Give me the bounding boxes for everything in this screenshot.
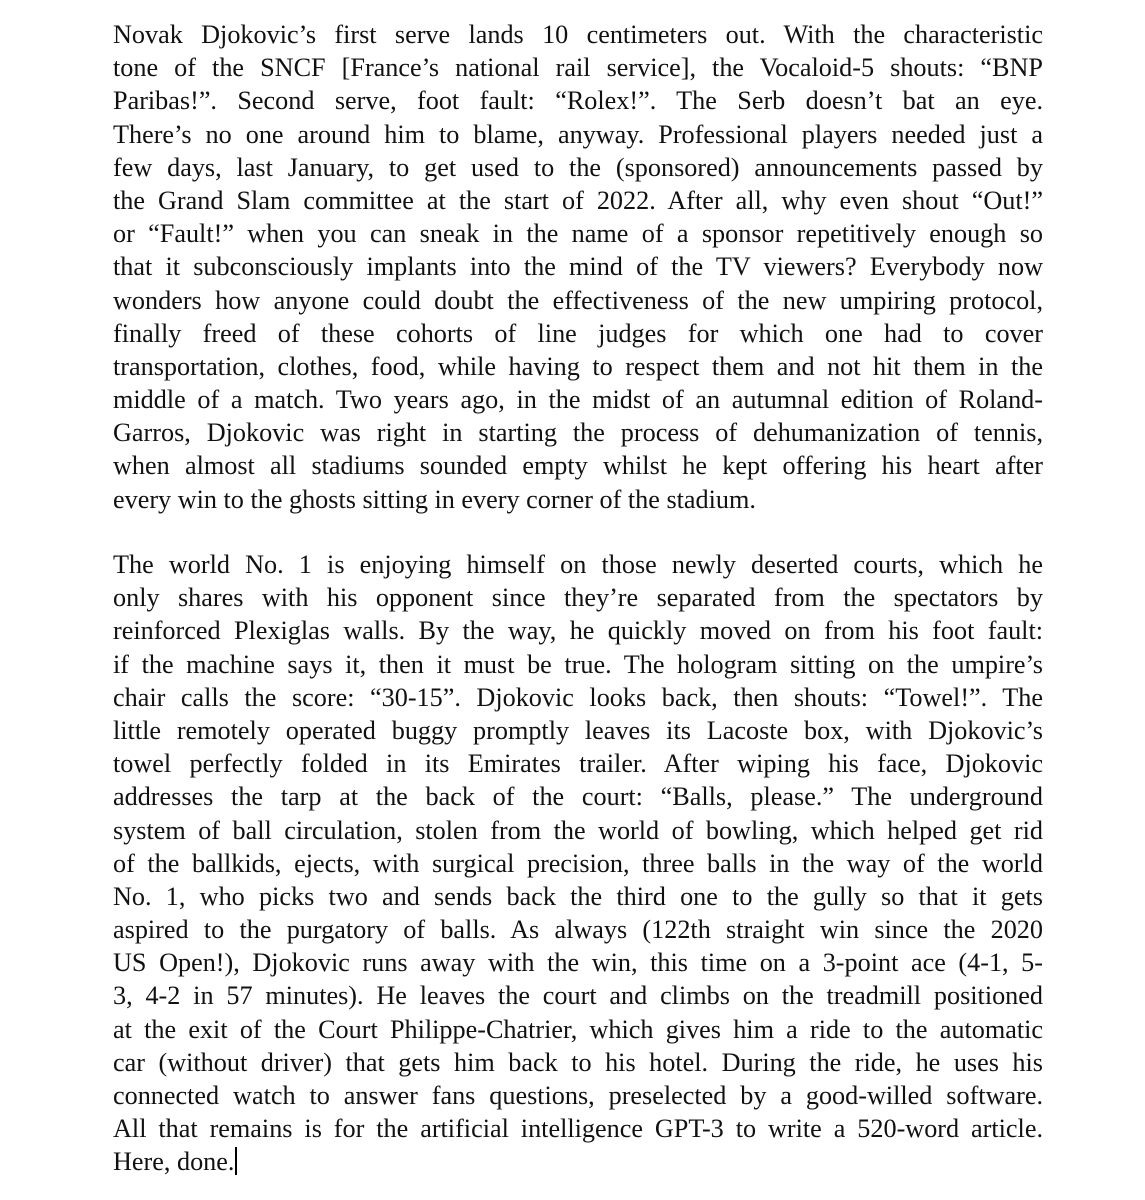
text-line: No. 1, who picks two and sends back the third one to the gully so that it gets bbox=[113, 881, 1043, 911]
text-line: car (without driver) that gets him back to his hotel. During the ride, he uses his bbox=[113, 1047, 1043, 1077]
final-text: Here, done. bbox=[113, 1147, 235, 1177]
text-line: or “Fault!” when you can sneak in the name of a sponsor repetitively enough so bbox=[113, 219, 1043, 249]
text-line: chair calls the score: “30-15”. Djokovic looks back, then shouts: “Towel!”. The bbox=[113, 682, 1043, 712]
text-line: wonders how anyone could doubt the effectiveness of the new umpiring protocol, bbox=[113, 285, 1043, 315]
text-line: middle of a match. Two years ago, in the midst of an autumnal edition of Roland- bbox=[113, 385, 1043, 415]
text-line: of the ballkids, ejects, with surgical precision, three balls in the way of the world bbox=[113, 848, 1043, 878]
text-line: little remotely operated buggy promptly leaves its Lacoste box, with Djokovic’s bbox=[113, 715, 1043, 745]
text-line: All that remains is for the artificial intelligence GPT-3 to write a 520-word article. bbox=[113, 1114, 1043, 1144]
text-line: towel perfectly folded in its Emirates trailer. After wiping his face, Djokovic bbox=[113, 749, 1043, 779]
paragraph-2 bbox=[113, 548, 1043, 1179]
text-line: reinforced Plexiglas walls. By the way, he quickly moved on from his foot fault: bbox=[113, 616, 1043, 646]
text-cursor bbox=[235, 1147, 237, 1175]
text-line: aspired to the purgatory of balls. As always (122th straight win since the 2020 bbox=[113, 915, 1043, 945]
text-line: transportation, clothes, food, while having to respect them and not hit them in the bbox=[113, 351, 1043, 381]
text-line: few days, last January, to get used to the (sponsored) announcements passed by bbox=[113, 152, 1043, 182]
text-line: addresses the tarp at the back of the court: “Balls, please.” The underground bbox=[113, 782, 1043, 812]
text-line-final[interactable] bbox=[113, 1145, 1043, 1178]
text-line: There’s no one around him to blame, anyway. Professional players needed just a bbox=[113, 119, 1043, 149]
text-line: The world No. 1 is enjoying himself on those newly deserted courts, which he bbox=[113, 550, 1043, 579]
text-line: Paribas!”. Second serve, foot fault: “Rolex!”. The Serb doesn’t bat an eye. bbox=[113, 86, 1043, 116]
text-line: Novak Djokovic’s first serve lands 10 centimeters out. With the characteristic bbox=[113, 20, 1043, 49]
text-line: the Grand Slam committee at the start of 2022. After all, why even shout “Out!” bbox=[113, 185, 1043, 215]
text-line: at the exit of the Court Philippe-Chatrier, which gives him a ride to the automatic bbox=[113, 1014, 1043, 1044]
text-line: US Open!), Djokovic runs away with the win, this time on a 3-point ace (4-1, 5- bbox=[113, 948, 1043, 978]
text-line: system of ball circulation, stolen from the world of bowling, which helped get rid bbox=[113, 815, 1043, 845]
text-line: every win to the ghosts sitting in every corner of the stadium. bbox=[113, 484, 756, 514]
text-line: 3, 4-2 in 57 minutes). He leaves the court and climbs on the treadmill positioned bbox=[113, 981, 1043, 1011]
text-line: when almost all stadiums sounded empty whilst he kept offering his heart after bbox=[113, 451, 1043, 481]
text-line: finally freed of these cohorts of line judges for which one had to cover bbox=[113, 318, 1043, 348]
text-line: if the machine says it, then it must be true. The hologram sitting on the umpire’s bbox=[113, 649, 1043, 679]
text-line: that it subconsciously implants into the mind of the TV viewers? Everybody now bbox=[113, 252, 1043, 282]
text-line: tone of the SNCF [France’s national rail service], the Vocaloid-5 shouts: “BNP bbox=[113, 53, 1043, 83]
text-line: only shares with his opponent since they’re separated from the spectators by bbox=[113, 583, 1043, 613]
text-line: connected watch to answer fans questions, preselected by a good-willed software. bbox=[113, 1081, 1043, 1110]
text-line: Garros, Djokovic was right in starting the process of dehumanization of tennis, bbox=[113, 418, 1043, 448]
paragraph-1 bbox=[113, 18, 1043, 516]
